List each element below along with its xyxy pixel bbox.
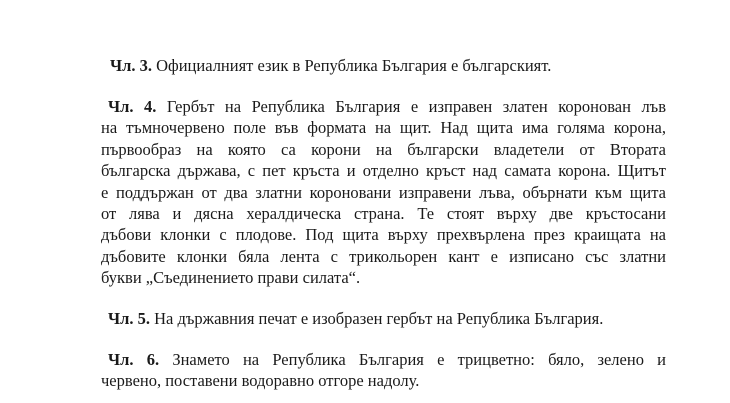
article-line [108, 96, 666, 117]
article-line [110, 55, 551, 76]
article-line: е поддържан от два златни коронoвани изправени лъва, обърнати към щита [101, 182, 666, 202]
article-line [108, 308, 603, 329]
article-text: Знамето на Република България е трицветно: бяло, зелено и [172, 350, 666, 369]
article-line [108, 349, 666, 370]
article-line: червено, поставени водоравно отгоре надолу. [101, 371, 420, 391]
article-line: дъбови клонки с плодове. Под щита върху прехвърлена през краищата на [101, 225, 666, 245]
article-line: първообраз на която са корони на български владетели от Втората [101, 139, 666, 159]
article-label: Чл. 5. [108, 309, 150, 328]
article-line: от лява и дясна хералдическа страна. Те стоят върху две кръстосани [101, 204, 666, 223]
article-line: българска държава, с пет кръста и отделно кръст над самата корона. Щитът [101, 161, 666, 181]
article-text: Официалният език в Република България е българският. [156, 56, 552, 75]
article-label: Чл. 4. [108, 97, 157, 116]
article-line: на тъмночервено поле във формата на щит. Над щита има голяма корона, [101, 118, 666, 138]
article-line: букви „Съединението прави силата“. [101, 268, 361, 288]
article-text: Гербът на Република България е изправен златен коронован лъв [166, 97, 667, 116]
article-label: Чл. 3. [110, 56, 152, 75]
article-text: На държавния печат е изобразен гербът на Република България. [154, 309, 604, 328]
article-label: Чл. 6. [108, 350, 160, 369]
article-line: дъбовите клонки бяла лента с трикольорен кант е изписано със златни [101, 246, 666, 266]
